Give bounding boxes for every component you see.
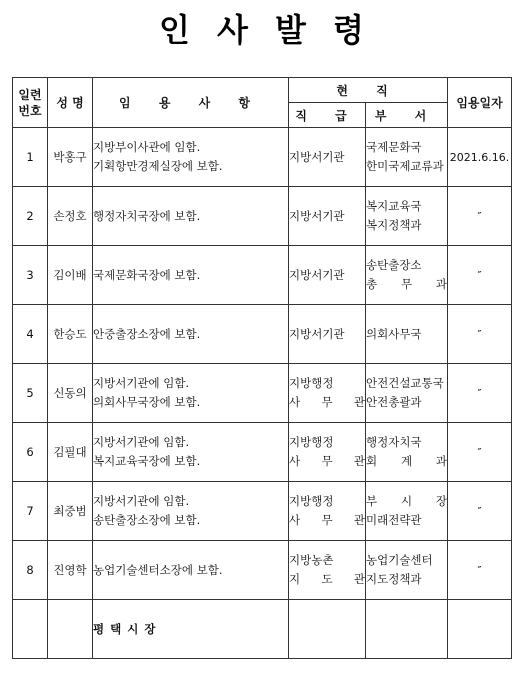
position-cell: [289, 541, 366, 600]
appointment-line: 농업기술센터소장에 보함.: [93, 562, 223, 577]
position-text: 관: [353, 513, 365, 527]
appointment-line: 복지교육국장에 보함.: [93, 454, 201, 468]
position-text: 지방서기관: [289, 208, 345, 223]
department-text: 회: [366, 454, 378, 468]
position-text: 무: [321, 454, 333, 468]
name-cell: 신동의: [48, 364, 93, 423]
department-text: 무: [400, 277, 413, 291]
appointment-date-cell: 2021.6.16.: [448, 128, 512, 187]
header-serial-line2: 번호: [18, 103, 42, 118]
department-text: 안전건설교통국: [366, 376, 444, 390]
serial-number-cell: 4: [13, 305, 48, 364]
department-text: 복지정책과: [366, 218, 422, 232]
position-text: 관: [353, 395, 365, 409]
title-char: 발: [275, 11, 306, 49]
department-line: [366, 256, 447, 275]
table-row: [13, 187, 512, 246]
appointment-details-cell: [93, 541, 289, 600]
position-text: 도: [321, 572, 333, 586]
empty-cell: [48, 600, 93, 659]
header-position: 직 급: [289, 103, 366, 128]
position-line: [289, 511, 365, 530]
appointment-line: 지방부이사관에 임함.: [93, 140, 201, 154]
table-row: [13, 128, 512, 187]
position-line: [289, 551, 365, 570]
position-line: [289, 570, 365, 589]
position-text: 무: [321, 513, 333, 527]
name-cell: 손정호: [48, 187, 93, 246]
position-text: 사: [289, 513, 301, 527]
department-line: [366, 325, 447, 344]
table-body: [13, 128, 512, 659]
department-line: [366, 374, 447, 393]
department-text: 총: [366, 277, 378, 291]
position-text: 사: [289, 454, 301, 468]
appointment-date-cell: ″: [448, 187, 512, 246]
department-text: 안전총괄과: [366, 395, 422, 409]
position-cell: [289, 246, 366, 305]
title-char: 사: [217, 11, 248, 49]
position-text: 관: [353, 454, 365, 468]
position-line: [289, 433, 365, 452]
department-cell: [366, 128, 448, 187]
department-cell: [366, 187, 448, 246]
position-text: 지방행정: [289, 494, 334, 508]
position-text: 지방농촌: [289, 553, 334, 567]
department-cell: [366, 482, 448, 541]
appointment-details-cell: [93, 423, 289, 482]
position-cell: [289, 128, 366, 187]
name-cell: 진영학: [48, 541, 93, 600]
department-line: [366, 551, 447, 570]
header-serial-number: [13, 78, 48, 128]
department-text: 장: [435, 494, 447, 508]
position-line: [289, 148, 365, 167]
department-line: [366, 157, 447, 176]
department-cell: [366, 364, 448, 423]
department-text: 과: [435, 454, 447, 468]
department-line: [366, 197, 447, 216]
empty-cell: [366, 600, 448, 659]
appointment-date-cell: ″: [448, 541, 512, 600]
document-title: [0, 8, 523, 48]
position-cell: [289, 187, 366, 246]
department-text: 지도정책과: [366, 572, 422, 586]
department-line: [366, 492, 447, 511]
signature-row: [13, 600, 512, 659]
empty-cell: [289, 600, 366, 659]
title-char: 인: [159, 11, 190, 49]
header-current-post: 현 직: [289, 78, 448, 103]
department-text: 시: [400, 494, 413, 508]
serial-number-cell: 3: [13, 246, 48, 305]
department-text: 농업기술센터: [366, 553, 433, 567]
name-cell: 김필대: [48, 423, 93, 482]
department-line: [366, 433, 447, 452]
appointment-date-cell: ″: [448, 482, 512, 541]
table-row: [13, 246, 512, 305]
department-line: [366, 393, 447, 412]
position-text: 지방서기관: [289, 267, 345, 282]
serial-number-cell: 6: [13, 423, 48, 482]
appointment-details-cell: [93, 128, 289, 187]
table-row: [13, 423, 512, 482]
position-cell: [289, 305, 366, 364]
position-text: 지방행정: [289, 376, 334, 390]
name-cell: 한승도: [48, 305, 93, 364]
appointment-details-cell: [93, 305, 289, 364]
appointment-line: 의회사무국장에 보함.: [93, 395, 201, 409]
appointment-line: 지방서기관에 임함.: [93, 376, 190, 390]
position-line: [289, 492, 365, 511]
position-cell: [289, 423, 366, 482]
table-row: [13, 364, 512, 423]
position-text: 지방행정: [289, 435, 334, 449]
department-text: 국제문화국: [366, 140, 422, 154]
signer-name: 평택시장: [93, 600, 289, 659]
header-name: 성 명: [48, 78, 93, 128]
header-appointment-details: 임 용 사 항: [93, 78, 289, 128]
appointment-line: 행정자치국장에 보함.: [93, 208, 201, 223]
serial-number-cell: 1: [13, 128, 48, 187]
appointment-line: 국제문화국장에 보함.: [93, 267, 201, 282]
table-row: [13, 541, 512, 600]
department-line: [366, 275, 447, 294]
appointment-date-cell: ″: [448, 364, 512, 423]
appointment-line: 기획항만경제실장에 보함.: [93, 159, 223, 173]
appointment-details-cell: [93, 364, 289, 423]
department-text: 미래전략관: [366, 513, 422, 527]
position-cell: [289, 482, 366, 541]
appointment-line: 지방서기관에 임함.: [93, 494, 190, 508]
appointment-line: 지방서기관에 임함.: [93, 435, 190, 449]
position-line: [289, 452, 365, 471]
appointment-line: 안중출장소장에 보함.: [93, 326, 201, 341]
department-line: [366, 138, 447, 157]
serial-number-cell: 7: [13, 482, 48, 541]
position-text: 지방서기관: [289, 326, 345, 341]
table-row: [13, 305, 512, 364]
table-row: [13, 482, 512, 541]
header-appointment-date: 임용일자: [448, 78, 512, 128]
position-line: [289, 325, 365, 344]
appointment-date-cell: ″: [448, 246, 512, 305]
position-text: 사: [289, 395, 301, 409]
serial-number-cell: 5: [13, 364, 48, 423]
serial-number-cell: 2: [13, 187, 48, 246]
header-serial-line1: 일련: [18, 87, 42, 102]
department-line: [366, 452, 447, 471]
personnel-order-table: [12, 77, 512, 659]
department-cell: [366, 423, 448, 482]
position-line: [289, 374, 365, 393]
position-line: [289, 266, 365, 285]
department-cell: [366, 305, 448, 364]
department-text: 의회사무국: [366, 326, 422, 341]
department-text: 과: [435, 277, 447, 291]
empty-cell: [448, 600, 512, 659]
title-char: 령: [333, 11, 364, 49]
name-cell: 최중범: [48, 482, 93, 541]
position-text: 관: [353, 572, 365, 586]
department-text: 계: [400, 454, 413, 468]
appointment-date-cell: ″: [448, 305, 512, 364]
department-text: 송탄출장소: [366, 258, 422, 272]
position-text: 무: [321, 395, 333, 409]
department-line: [366, 570, 447, 589]
department-line: [366, 511, 447, 530]
appointment-details-cell: [93, 187, 289, 246]
department-text: 부: [366, 494, 378, 508]
name-cell: 박홍구: [48, 128, 93, 187]
position-text: 지방서기관: [289, 149, 345, 164]
department-text: 한미국제교류과: [366, 159, 444, 173]
department-line: [366, 216, 447, 235]
empty-cell: [13, 600, 48, 659]
position-line: [289, 393, 365, 412]
appointment-details-cell: [93, 246, 289, 305]
name-cell: 김이배: [48, 246, 93, 305]
department-cell: [366, 246, 448, 305]
appointment-line: 송탄출장소장에 보함.: [93, 513, 201, 527]
department-cell: [366, 541, 448, 600]
appointment-details-cell: [93, 482, 289, 541]
department-text: 복지교육국: [366, 199, 422, 213]
position-text: 지: [289, 572, 301, 586]
position-line: [289, 207, 365, 226]
serial-number-cell: 8: [13, 541, 48, 600]
appointment-date-cell: ″: [448, 423, 512, 482]
header-department: 부 서: [366, 103, 448, 128]
department-text: 행정자치국: [366, 435, 422, 449]
position-cell: [289, 364, 366, 423]
